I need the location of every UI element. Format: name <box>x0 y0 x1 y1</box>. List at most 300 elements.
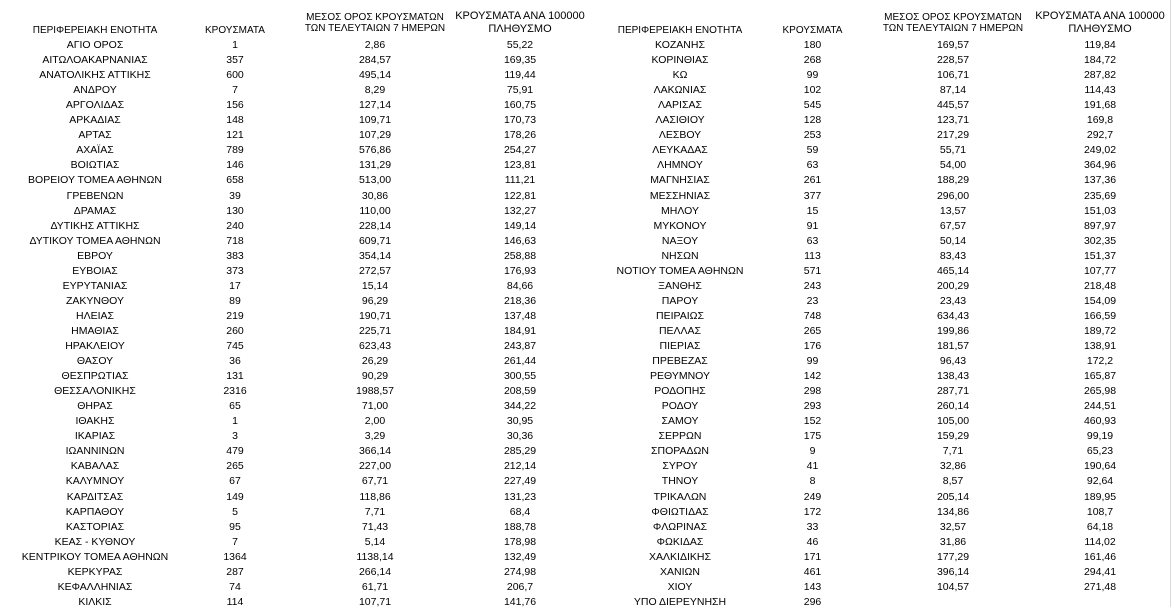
cell-avg: 495,14 <box>358 69 392 82</box>
cell-per100k: 165,87 <box>1083 370 1117 383</box>
cell-cases: 1364 <box>223 550 247 563</box>
cell-per100k: 302,35 <box>1083 234 1117 247</box>
cell-region: ΤΡΙΚΑΛΩΝ <box>653 490 707 503</box>
cell-cases: 67 <box>229 475 241 488</box>
cell-region: ΣΕΡΡΩΝ <box>658 430 702 443</box>
table-row <box>0 339 1176 354</box>
cell-avg: 217,29 <box>936 129 970 142</box>
cell-avg: 32,57 <box>939 520 967 533</box>
cell-cases: 265 <box>803 324 822 337</box>
cell-avg: 104,57 <box>936 580 970 593</box>
cell-avg: 61,71 <box>361 580 389 593</box>
cell-per100k: 206,7 <box>506 580 534 593</box>
cell-region: ΒΟΡΕΙΟΥ ΤΟΜΕΑ ΑΘΗΝΩΝ <box>28 174 162 187</box>
cell-region: ΠΙΕΡΙΑΣ <box>659 340 701 352</box>
cell-cases: 63 <box>806 159 819 172</box>
cell-avg: 225,71 <box>358 324 392 337</box>
cell-region: ΧΑΝΙΩΝ <box>660 565 700 578</box>
cell-cases: 745 <box>226 340 244 352</box>
header-region-right: ΠΕΡΙΦΕΡΕΙΑΚΗ ΕΝΟΤΗΤΑ <box>617 25 743 36</box>
cell-cases: 121 <box>226 129 244 142</box>
cell-avg: 107,29 <box>358 129 392 142</box>
cell-per100k: 55,22 <box>506 39 534 51</box>
cell-cases: 600 <box>226 69 244 82</box>
cell-cases: 377 <box>803 189 822 202</box>
cell-cases: 149 <box>226 490 244 503</box>
cell-avg: 396,14 <box>936 565 970 578</box>
cell-per100k: 151,03 <box>1083 204 1117 217</box>
cell-avg: 366,14 <box>358 445 392 458</box>
cell-cases: 268 <box>803 54 822 67</box>
cell-cases: 89 <box>229 294 241 307</box>
cell-per100k: 146,63 <box>503 234 537 247</box>
cell-per100k: 243,87 <box>503 340 537 352</box>
cell-avg: 199,86 <box>936 324 970 337</box>
cell-region: ΚΑΒΑΛΑΣ <box>70 460 120 473</box>
cell-region: ΗΛΕΙΑΣ <box>75 309 114 322</box>
cell-cases: 39 <box>229 189 241 202</box>
cell-region: ΚΑΣΤΟΡΙΑΣ <box>65 520 125 533</box>
cell-region: ΡΕΘΥΜΝΟΥ <box>649 370 710 383</box>
table-row <box>0 128 1176 143</box>
cell-region: ΚΑΡΔΙΤΣΑΣ <box>66 490 124 503</box>
cell-cases: 658 <box>226 174 244 187</box>
cell-region: ΚΟΡΙΝΘΙΑΣ <box>651 54 709 67</box>
cell-per100k: 99,19 <box>1086 430 1114 443</box>
cell-region: ΦΩΚΙΔΑΣ <box>656 535 704 548</box>
cell-avg: 87,14 <box>939 84 967 97</box>
cell-region: ΜΕΣΣΗΝΙΑΣ <box>649 189 711 202</box>
cell-region: ΑΙΤΩΛΟΑΚΑΡΝΑΝΙΑΣ <box>42 54 148 67</box>
cell-avg: 71,43 <box>361 520 389 533</box>
table-row <box>0 83 1176 98</box>
cell-region: ΣΠΟΡΑΔΩΝ <box>651 445 709 458</box>
cell-per100k: 191,68 <box>1083 99 1117 112</box>
cell-region: ΛΑΚΩΝΙΑΣ <box>653 84 707 97</box>
cell-per100k: 138,91 <box>1083 340 1117 352</box>
cell-per100k: 114,02 <box>1084 535 1116 548</box>
cell-per100k: 30,36 <box>506 430 534 443</box>
cell-region: ΜΗΛΟΥ <box>661 204 699 217</box>
cell-avg: 96,43 <box>939 355 967 368</box>
header-avg-line1: ΜΕΣΟΣ ΟΡΟΣ ΚΡΟΥΣΜΑΤΩΝ <box>884 12 1022 23</box>
cell-avg: 50,14 <box>939 234 967 247</box>
cell-per100k: 292,7 <box>1086 129 1114 142</box>
cell-per100k: 160,75 <box>503 99 537 112</box>
cell-avg: 623,43 <box>358 340 392 352</box>
cell-region: ΥΠΟ ΔΙΕΡΕΥΝΗΣΗ <box>633 595 727 608</box>
cell-avg: 513,00 <box>358 174 392 187</box>
cell-per100k: 151,37 <box>1083 249 1117 262</box>
cell-avg: 5,14 <box>364 535 386 548</box>
cell-region: ΚΑΡΠΑΘΟΥ <box>65 505 125 518</box>
cell-per100k: 244,51 <box>1083 400 1117 413</box>
cell-cases: 479 <box>226 445 244 458</box>
table-row <box>0 53 1176 68</box>
cell-avg: 354,14 <box>358 249 392 262</box>
cell-per100k: 65,23 <box>1086 445 1114 458</box>
cell-cases: 8 <box>809 475 816 488</box>
cell-avg: 177,29 <box>936 550 970 563</box>
cell-avg: 110,00 <box>359 204 391 217</box>
table-row <box>0 369 1176 384</box>
cell-per100k: 261,44 <box>503 355 537 368</box>
table-row <box>0 249 1176 264</box>
header-avg-right <box>878 12 1028 34</box>
cell-region: ΛΕΣΒΟΥ <box>658 129 702 142</box>
cell-cases: 148 <box>226 114 244 127</box>
cell-avg: 55,71 <box>939 144 967 157</box>
cell-region: ΝΟΤΙΟΥ ΤΟΜΕΑ ΑΘΗΝΩΝ <box>616 264 744 277</box>
header-per100k-line2: ΠΛΗΘΥΣΜΟ <box>488 23 552 35</box>
cell-avg: 118,86 <box>359 490 391 503</box>
cell-per100k: 137,36 <box>1083 174 1117 187</box>
cell-per100k: 119,84 <box>1084 39 1116 51</box>
cell-per100k: 176,93 <box>503 264 537 277</box>
cell-region: ΞΑΝΘΗΣ <box>658 279 702 292</box>
cell-avg: 31,86 <box>939 535 967 548</box>
cell-avg: 1988,57 <box>356 385 394 398</box>
cell-region: ΙΚΑΡΙΑΣ <box>74 430 116 443</box>
cell-avg: 228,14 <box>358 219 392 232</box>
cell-avg: 8,29 <box>364 84 386 97</box>
cell-cases: 114 <box>226 595 244 608</box>
cell-per100k: 84,66 <box>506 279 534 292</box>
cell-avg: 30,86 <box>361 189 389 202</box>
cell-region: ΙΘΑΚΗΣ <box>75 415 115 428</box>
cell-per100k: 460,93 <box>1083 415 1117 428</box>
cell-per100k: 75,91 <box>506 84 534 97</box>
cell-per100k: 161,46 <box>1083 550 1117 563</box>
cell-cases: 1 <box>232 415 238 428</box>
cell-per100k: 68,4 <box>509 505 531 518</box>
cell-avg: 23,43 <box>939 294 967 307</box>
cell-cases: 59 <box>806 144 819 157</box>
cell-per100k: 265,98 <box>1083 385 1117 398</box>
cell-cases: 130 <box>226 204 244 217</box>
cell-region: ΛΑΡΙΣΑΣ <box>658 99 702 112</box>
table-row <box>0 264 1176 279</box>
cell-cases: 33 <box>806 520 819 533</box>
cell-cases: 156 <box>226 99 244 112</box>
cell-region: ΑΓΙΟ ΟΡΟΣ <box>66 39 124 51</box>
cell-cases: 152 <box>803 415 822 428</box>
cell-region: ΚΕΝΤΡΙΚΟΥ ΤΟΜΕΑ ΑΘΗΝΩΝ <box>21 550 169 563</box>
cell-region: ΘΕΣΠΡΩΤΙΑΣ <box>61 370 129 383</box>
cell-per100k: 119,44 <box>504 69 536 82</box>
table-row <box>0 234 1176 249</box>
cell-cases: 373 <box>226 264 244 277</box>
cell-avg: 287,71 <box>936 385 970 398</box>
table-row <box>0 173 1176 188</box>
cell-region: ΠΡΕΒΕΖΑΣ <box>652 355 708 368</box>
table-row <box>0 354 1176 369</box>
cell-region: ΝΗΣΩΝ <box>661 249 699 262</box>
table-row <box>0 189 1176 204</box>
table-row <box>0 279 1176 294</box>
cell-region: ΦΘΙΩΤΙΔΑΣ <box>651 505 709 518</box>
cell-region: ΚΙΛΚΙΣ <box>78 595 112 608</box>
cell-cases: 296 <box>803 595 822 608</box>
table-row <box>0 535 1176 550</box>
table-row <box>0 459 1176 474</box>
table-row <box>0 309 1176 324</box>
cell-per100k: 132,27 <box>503 204 537 217</box>
table-row <box>0 324 1176 339</box>
cell-cases: 23 <box>806 294 819 307</box>
table-row <box>0 294 1176 309</box>
cell-region: ΒΟΙΩΤΙΑΣ <box>70 159 120 172</box>
cell-avg: 200,29 <box>936 279 970 292</box>
cell-cases: 461 <box>803 565 822 578</box>
cell-region: ΓΡΕΒΕΝΩΝ <box>66 189 124 202</box>
cell-avg: 8,57 <box>942 475 964 488</box>
table-row <box>0 505 1176 520</box>
table-row <box>0 158 1176 173</box>
header-avg-line2: ΤΩΝ ΤΕΛΕΥΤΑΙΩΝ 7 ΗΜΕΡΩΝ <box>882 23 1024 34</box>
cell-region: ΖΑΚΥΝΘΟΥ <box>65 294 124 307</box>
cell-region: ΘΕΣΣΑΛΟΝΙΚΗΣ <box>54 385 136 398</box>
cell-per100k: 184,72 <box>1083 54 1117 67</box>
cell-per100k: 897,97 <box>1083 219 1117 232</box>
cell-per100k: 300,55 <box>503 370 537 383</box>
cell-per100k: 107,77 <box>1083 264 1117 277</box>
table-row <box>0 38 1176 53</box>
cell-cases: 99 <box>806 355 819 368</box>
table-row <box>0 204 1176 219</box>
cell-avg: 609,71 <box>358 234 392 247</box>
cell-region: ΝΑΞΟΥ <box>661 234 699 247</box>
cell-per100k: 169,8 <box>1086 114 1114 127</box>
cell-per100k: 184,91 <box>503 324 537 337</box>
cell-region: ΚΩ <box>672 69 688 82</box>
table-row <box>0 414 1176 429</box>
header-per100k-line1: ΚΡΟΥΣΜΑΤΑ ΑΝΑ 100000 <box>1035 10 1165 22</box>
cell-cases: 142 <box>803 370 822 383</box>
cell-avg: 7,71 <box>942 445 964 458</box>
cell-cases: 41 <box>806 460 819 473</box>
cell-per100k: 154,09 <box>1083 294 1117 307</box>
cell-cases: 95 <box>229 520 241 533</box>
cell-avg: 83,43 <box>939 249 967 262</box>
cell-per100k: 258,88 <box>503 249 537 262</box>
cell-region: ΕΥΒΟΙΑΣ <box>72 264 118 277</box>
cell-per100k: 178,26 <box>503 129 537 142</box>
cell-avg: 138,43 <box>936 370 970 383</box>
cell-cases: 99 <box>806 69 819 82</box>
cell-avg: 260,14 <box>936 400 970 413</box>
cell-avg: 127,14 <box>358 99 392 112</box>
cell-cases: 293 <box>803 400 822 413</box>
cell-per100k: 188,78 <box>503 520 537 533</box>
cell-region: ΧΙΟΥ <box>667 580 693 593</box>
header-cases-left: ΚΡΟΥΣΜΑΤΑ <box>205 25 265 36</box>
cell-per100k: 137,48 <box>503 309 537 322</box>
cell-per100k: 364,96 <box>1083 159 1117 172</box>
cell-avg: 465,14 <box>936 264 970 277</box>
cell-cases: 243 <box>803 279 822 292</box>
cell-per100k: 285,29 <box>503 445 537 458</box>
header-avg-left <box>300 12 450 34</box>
cell-region: ΠΕΙΡΑΙΩΣ <box>656 309 704 322</box>
cell-cases: 1 <box>232 39 238 51</box>
cell-region: ΠΑΡΟΥ <box>661 294 699 307</box>
header-avg-line1: ΜΕΣΟΣ ΟΡΟΣ ΚΡΟΥΣΜΑΤΩΝ <box>306 12 444 23</box>
cell-per100k: 170,73 <box>503 114 537 127</box>
table-row <box>0 219 1176 234</box>
cell-avg: 54,00 <box>939 159 967 172</box>
cell-region: ΑΡΤΑΣ <box>78 129 112 142</box>
cell-cases: 7 <box>232 84 238 97</box>
cell-avg: 67,57 <box>939 219 967 232</box>
cell-cases: 46 <box>806 535 819 548</box>
cell-region: ΚΑΛΥΜΝΟΥ <box>65 475 125 488</box>
table-row <box>0 143 1176 158</box>
cell-region: ΚΕΡΚΥΡΑΣ <box>67 565 123 578</box>
cell-cases: 298 <box>803 385 822 398</box>
cell-region: ΔΥΤΙΚΟΥ ΤΟΜΕΑ ΑΘΗΝΩΝ <box>29 234 161 247</box>
cell-cases: 383 <box>226 249 244 262</box>
cell-avg: 105,00 <box>936 415 970 428</box>
cell-avg: 106,71 <box>936 69 970 82</box>
cell-avg: 227,00 <box>358 460 392 473</box>
cell-cases: 175 <box>803 430 822 443</box>
cell-region: ΙΩΑΝΝΙΝΩΝ <box>65 445 125 458</box>
cell-per100k: 189,95 <box>1083 490 1117 503</box>
cell-avg: 266,14 <box>358 565 392 578</box>
cell-cases: 128 <box>803 114 822 127</box>
cell-per100k: 132,49 <box>503 550 537 563</box>
cell-cases: 65 <box>229 400 241 413</box>
cell-region: ΑΝΑΤΟΛΙΚΗΣ ΑΤΤΙΚΗΣ <box>39 69 151 82</box>
table-row <box>0 429 1176 444</box>
table-row <box>0 384 1176 399</box>
cell-per100k: 294,41 <box>1083 565 1117 578</box>
header-per100k-line2: ΠΛΗΘΥΣΜΟ <box>1068 23 1132 35</box>
cell-cases: 143 <box>803 580 822 593</box>
cell-avg: 32,86 <box>939 460 967 473</box>
table-row <box>0 580 1176 595</box>
cell-cases: 240 <box>226 219 244 232</box>
cell-per100k: 141,76 <box>503 595 537 608</box>
cell-per100k: 123,81 <box>503 159 537 172</box>
cell-region: ΑΡΚΑΔΙΑΣ <box>69 114 121 127</box>
cell-region: ΜΥΚΟΝΟΥ <box>653 219 707 232</box>
cell-per100k: 271,48 <box>1083 580 1117 593</box>
cell-per100k: 30,95 <box>506 415 534 428</box>
cell-per100k: 212,14 <box>503 460 537 473</box>
cell-avg: 134,86 <box>936 505 970 518</box>
cell-region: ΑΡΓΟΛΙΔΑΣ <box>65 99 125 112</box>
cell-cases: 131 <box>226 370 244 383</box>
cell-cases: 113 <box>804 249 821 262</box>
cell-cases: 253 <box>803 129 822 142</box>
cell-avg: 107,71 <box>358 595 392 608</box>
cell-cases: 91 <box>806 219 819 232</box>
cell-per100k: 227,49 <box>503 475 537 488</box>
cell-cases: 176 <box>803 340 822 352</box>
cell-region: ΗΜΑΘΙΑΣ <box>71 324 119 337</box>
cell-region: ΧΑΛΚΙΔΙΚΗΣ <box>649 550 711 563</box>
cell-per100k: 218,48 <box>1083 279 1117 292</box>
cell-region: ΔΥΤΙΚΗΣ ΑΤΤΙΚΗΣ <box>50 219 140 232</box>
cell-region: ΤΗΝΟΥ <box>661 475 699 488</box>
header-region-left: ΠΕΡΙΦΕΡΕΙΑΚΗ ΕΝΟΤΗΤΑ <box>32 25 158 36</box>
cell-avg: 228,57 <box>936 54 970 67</box>
cell-region: ΡΟΔΟΠΗΣ <box>654 385 706 398</box>
cell-region: ΜΑΓΝΗΣΙΑΣ <box>650 174 710 187</box>
cell-region: ΑΝΔΡΟΥ <box>73 84 117 97</box>
cell-avg: 71,00 <box>361 400 389 413</box>
cell-per100k: 169,35 <box>503 54 537 67</box>
cell-avg: 109,71 <box>358 114 392 127</box>
cell-cases: 287 <box>226 565 244 578</box>
cell-avg: 576,86 <box>358 144 392 157</box>
cell-cases: 571 <box>803 264 822 277</box>
cell-cases: 15 <box>806 204 819 217</box>
table-row <box>0 444 1176 459</box>
table-row <box>0 474 1176 489</box>
cell-per100k: 235,69 <box>1083 189 1117 202</box>
cell-region: ΚΕΦΑΛΛΗΝΙΑΣ <box>57 580 133 593</box>
cell-per100k: 122,81 <box>503 189 537 202</box>
cell-avg: 159,29 <box>936 430 970 443</box>
cell-cases: 718 <box>226 234 244 247</box>
cell-avg: 96,29 <box>361 294 389 307</box>
cell-per100k: 344,22 <box>503 400 537 413</box>
table-row <box>0 399 1176 414</box>
cell-avg: 90,29 <box>361 370 389 383</box>
cell-avg: 7,71 <box>364 505 386 518</box>
cell-region: ΔΡΑΜΑΣ <box>73 204 117 217</box>
cell-per100k: 287,82 <box>1083 69 1117 82</box>
cell-cases: 249 <box>803 490 822 503</box>
header-cases-right: ΚΡΟΥΣΜΑΤΑ <box>782 25 843 36</box>
cell-cases: 748 <box>803 309 822 322</box>
cell-avg: 131,29 <box>358 159 392 172</box>
cell-cases: 5 <box>232 505 238 518</box>
cell-per100k: 218,36 <box>503 294 537 307</box>
cell-avg: 284,57 <box>358 54 392 67</box>
cell-cases: 74 <box>229 580 241 593</box>
table-row <box>0 113 1176 128</box>
cell-cases: 2316 <box>223 385 247 398</box>
cell-avg: 634,43 <box>936 309 970 322</box>
cell-per100k: 166,59 <box>1083 309 1117 322</box>
cell-avg: 67,71 <box>361 475 389 488</box>
cell-per100k: 131,23 <box>503 490 537 503</box>
cell-region: ΘΑΣΟΥ <box>76 355 114 368</box>
header-avg-line2: ΤΩΝ ΤΕΛΕΥΤΑΙΩΝ 7 ΗΜΕΡΩΝ <box>304 23 446 34</box>
cell-cases: 17 <box>229 279 241 292</box>
cell-avg: 169,57 <box>936 39 970 51</box>
cell-avg: 2,86 <box>364 39 386 51</box>
table-row <box>0 520 1176 535</box>
cell-region: ΦΛΩΡΙΝΑΣ <box>652 520 708 533</box>
cell-cases: 789 <box>226 144 244 157</box>
table-row <box>0 490 1176 505</box>
table-row <box>0 550 1176 565</box>
cell-avg: 2,00 <box>364 415 386 428</box>
cell-per100k: 249,02 <box>1083 144 1117 157</box>
cell-per100k: 108,7 <box>1086 505 1114 518</box>
cell-cases: 36 <box>229 355 241 368</box>
table-row <box>0 565 1176 580</box>
header-per100k-right <box>1030 10 1170 36</box>
cell-cases: 260 <box>226 324 244 337</box>
cell-avg: 13,57 <box>939 204 967 217</box>
cell-avg: 190,71 <box>358 309 392 322</box>
